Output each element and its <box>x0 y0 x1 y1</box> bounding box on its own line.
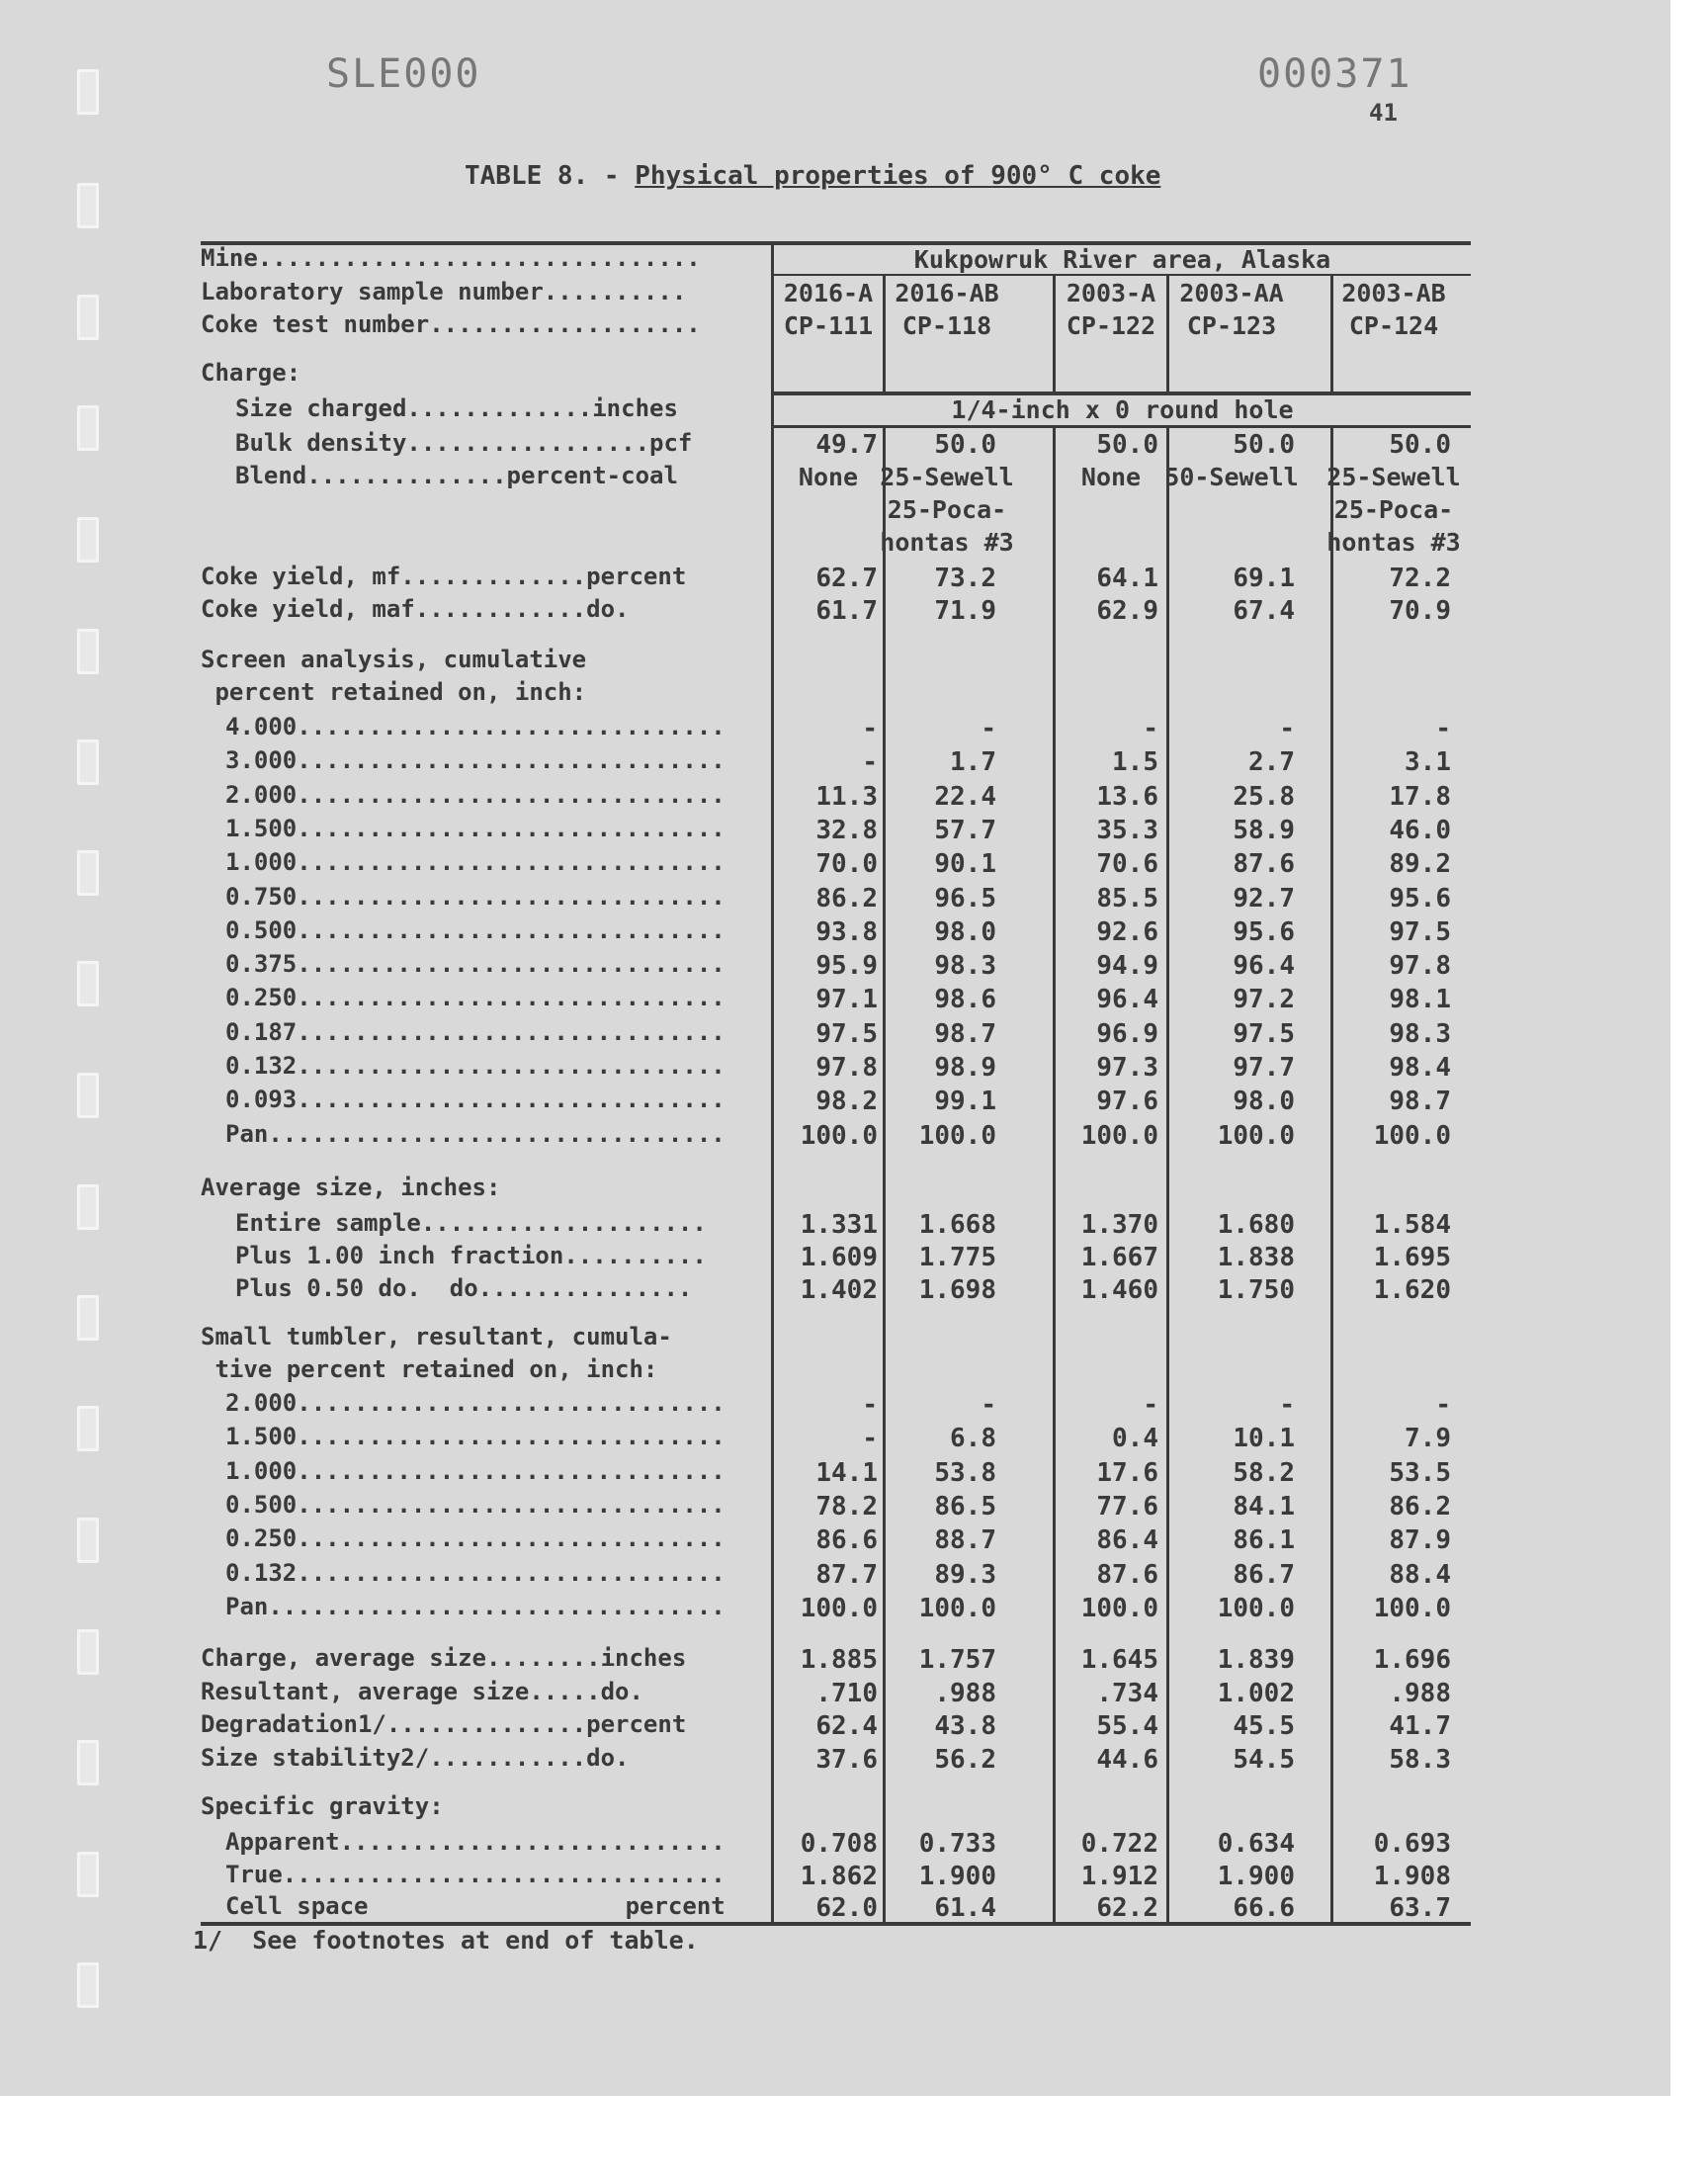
row-label: 0.250.............................. <box>225 1524 726 1553</box>
cell-value: 7.9 <box>1405 1424 1451 1454</box>
mine-value: Kukpowruk River area, Alaska <box>913 245 1331 274</box>
cell-value: 70.9 <box>1389 596 1451 626</box>
cell-value: 49.7 <box>815 430 878 460</box>
cell-value: 98.3 <box>934 951 996 982</box>
row-label: Coke yield, mf.............percent <box>201 563 687 590</box>
cell-value: 97.5 <box>1389 916 1451 947</box>
cell-value: 73.2 <box>934 564 996 593</box>
cell-value: 61.4 <box>934 1893 996 1923</box>
cell-value: 62.7 <box>815 564 878 593</box>
row-label: Plus 0.50 do. do............... <box>235 1274 693 1302</box>
cell-value: .988 <box>934 1678 996 1708</box>
cell-value: 11.3 <box>815 781 878 812</box>
row-label: 0.187.............................. <box>225 1017 726 1046</box>
blend-value: 25-Poca- <box>887 495 1007 524</box>
cell-value: 1.885 <box>800 1645 878 1675</box>
cell-value: 97.7 <box>1233 1053 1295 1083</box>
cell-value: 53.5 <box>1389 1457 1451 1488</box>
row-label: 0.132.............................. <box>225 1052 726 1080</box>
row-label: percent retained on, inch: <box>201 678 587 706</box>
cell-value: 58.2 <box>1233 1457 1295 1488</box>
punch-hole <box>77 1962 99 2008</box>
cell-value: 87.6 <box>1096 1559 1158 1590</box>
cell-value: 100.0 <box>1373 1120 1451 1151</box>
cell-value: 92.6 <box>1096 916 1158 947</box>
sample-number: 2016-AB <box>895 279 999 307</box>
blend-value: None <box>1080 463 1142 491</box>
row-label: 1.500.............................. <box>225 1423 726 1451</box>
row-label: Coke test number................... <box>201 310 701 338</box>
row-label: Pan................................ <box>225 1119 726 1148</box>
punch-hole <box>77 1295 99 1341</box>
row-label: 0.750.............................. <box>225 882 726 911</box>
cell-value: 86.2 <box>815 883 878 914</box>
row-label: Small tumbler, resultant, cumula- <box>201 1323 672 1350</box>
punch-hole <box>77 629 99 674</box>
cell-value: 95.6 <box>1389 883 1451 914</box>
cell-value: 50.0 <box>1096 430 1158 460</box>
cell-value: 45.5 <box>1233 1711 1295 1741</box>
cell-value: 1.775 <box>918 1243 996 1272</box>
test-number: CP-111 <box>783 311 874 340</box>
row-label: 0.500.............................. <box>225 915 726 944</box>
punch-hole <box>77 1852 99 1897</box>
row-label: 0.132.............................. <box>225 1558 726 1587</box>
blend-value: 25-Sewell <box>880 463 1014 491</box>
cell-value: 1.908 <box>1373 1861 1451 1891</box>
cell-value: 86.1 <box>1233 1525 1295 1556</box>
row-label: 4.000.............................. <box>225 713 726 740</box>
cell-value: 63.7 <box>1389 1893 1451 1923</box>
cell-value: 61.7 <box>815 596 878 626</box>
sample-number: 2016-A <box>783 279 874 307</box>
cell-value: 44.6 <box>1096 1744 1158 1775</box>
row-label: 1.000.............................. <box>225 1456 726 1485</box>
cell-value: 0.708 <box>800 1829 878 1859</box>
row-label: Resultant, average size.....do. <box>201 1677 643 1705</box>
cell-value: .988 <box>1389 1678 1451 1708</box>
cell-value: 72.2 <box>1389 564 1451 593</box>
cell-value: 98.4 <box>1389 1053 1451 1083</box>
row-label: Size stability2/...........do. <box>201 1743 630 1772</box>
cell-value: 84.1 <box>1233 1491 1295 1522</box>
cell-value: 0.693 <box>1373 1829 1451 1859</box>
cell-value: 98.2 <box>815 1087 878 1117</box>
cell-value: 41.7 <box>1389 1711 1451 1741</box>
cell-value: 86.7 <box>1233 1559 1295 1590</box>
cell-value: 1.695 <box>1373 1243 1451 1272</box>
cell-value: 95.9 <box>815 951 878 982</box>
row-label: 2.000.............................. <box>225 780 726 809</box>
cell-value: 100.0 <box>918 1593 996 1623</box>
cell-value: 88.4 <box>1389 1559 1451 1590</box>
punch-hole <box>77 1073 99 1118</box>
cell-value: 1.912 <box>1080 1861 1158 1891</box>
cell-value: 0.4 <box>1112 1424 1158 1454</box>
stamp-number: 000371 <box>1257 51 1412 97</box>
row-label: Size charged.............inches <box>235 394 678 422</box>
punch-hole <box>77 405 99 451</box>
punch-hole <box>77 740 99 785</box>
cell-value: 90.1 <box>934 849 996 880</box>
cell-value: 17.6 <box>1096 1457 1158 1488</box>
cell-value: 56.2 <box>934 1744 996 1775</box>
cell-value: 1.750 <box>1217 1275 1295 1305</box>
row-label: tive percent retained on, inch: <box>201 1355 658 1383</box>
cell-value: 1.002 <box>1217 1678 1295 1708</box>
row-label: Plus 1.00 inch fraction.......... <box>235 1242 707 1269</box>
cell-value: 100.0 <box>1217 1593 1295 1623</box>
cell-value: 97.3 <box>1096 1053 1158 1083</box>
cell-value: 70.0 <box>815 849 878 880</box>
cell-value: 54.5 <box>1233 1744 1295 1775</box>
cell-value: 32.8 <box>815 815 878 845</box>
cell-value: 98.7 <box>1389 1087 1451 1117</box>
cell-value: 50.0 <box>1233 430 1295 460</box>
cell-value: 50.0 <box>934 430 996 460</box>
cell-value: 0.733 <box>918 1829 996 1859</box>
cell-value: 6.8 <box>950 1424 996 1454</box>
punch-hole <box>77 961 99 1006</box>
cell-value: 96.4 <box>1096 985 1158 1015</box>
table-title-prefix: TABLE 8. - <box>465 161 636 191</box>
cell-value: 1.402 <box>800 1275 878 1305</box>
cell-value: 14.1 <box>815 1457 878 1488</box>
row-label: Coke yield, maf............do. <box>201 595 630 623</box>
sample-number: 2003-AA <box>1179 279 1284 307</box>
blend-value: hontas #3 <box>1326 528 1461 557</box>
cell-value: .734 <box>1096 1678 1158 1708</box>
table-title <box>465 161 1160 191</box>
cell-value: 87.9 <box>1389 1525 1451 1556</box>
test-number: CP-118 <box>901 311 992 340</box>
cell-value: 69.1 <box>1233 564 1295 593</box>
cell-value: 64.1 <box>1096 564 1158 593</box>
cell-value: 3.1 <box>1405 747 1451 778</box>
cell-value: 66.6 <box>1233 1893 1295 1923</box>
cell-value: 95.6 <box>1233 916 1295 947</box>
cell-value: 1.839 <box>1217 1645 1295 1675</box>
cell-value: 78.2 <box>815 1491 878 1522</box>
row-label: Degradation1/..............percent <box>201 1710 687 1738</box>
cell-value: 100.0 <box>918 1120 996 1151</box>
cell-value: 0.634 <box>1217 1829 1295 1859</box>
cell-value: 1.698 <box>918 1275 996 1305</box>
cell-value: 13.6 <box>1096 781 1158 812</box>
table-footnote: 1/ See footnotes at end of table. <box>193 1926 699 1955</box>
cell-value: - <box>1435 714 1451 743</box>
cell-value: 1.5 <box>1112 747 1158 778</box>
cell-value: 99.1 <box>934 1087 996 1117</box>
row-label: Cell space percent <box>225 1892 726 1920</box>
cell-value: 100.0 <box>1080 1593 1158 1623</box>
cell-value: 1.838 <box>1217 1243 1295 1272</box>
cell-value: 98.0 <box>1233 1087 1295 1117</box>
punch-hole <box>77 295 99 340</box>
cell-value: 35.3 <box>1096 815 1158 845</box>
cell-value: - <box>1279 1390 1295 1420</box>
cell-value: 62.9 <box>1096 596 1158 626</box>
row-label: Charge: <box>201 359 301 387</box>
punch-hole <box>77 1184 99 1230</box>
cell-value: 46.0 <box>1389 815 1451 845</box>
cell-value: 96.9 <box>1096 1018 1158 1049</box>
cell-value: 1.609 <box>800 1243 878 1272</box>
cell-value: 98.0 <box>934 916 996 947</box>
test-number: CP-124 <box>1348 311 1439 340</box>
cell-value: 89.2 <box>1389 849 1451 880</box>
cell-value: 97.6 <box>1096 1087 1158 1117</box>
punch-hole <box>77 517 99 563</box>
cell-value: 97.8 <box>815 1053 878 1083</box>
punch-hole <box>77 183 99 228</box>
cell-value: 50.0 <box>1389 430 1451 460</box>
cell-value: 1.757 <box>918 1645 996 1675</box>
cell-value: 71.9 <box>934 596 996 626</box>
cell-value: 97.5 <box>1233 1018 1295 1049</box>
cell-value: 2.7 <box>1248 747 1295 778</box>
cell-value: 96.4 <box>1233 951 1295 982</box>
cell-value: 67.4 <box>1233 596 1295 626</box>
punch-hole <box>77 850 99 896</box>
cell-value: 86.6 <box>815 1525 878 1556</box>
row-label: 0.500.............................. <box>225 1490 726 1519</box>
cell-value: 62.4 <box>815 1711 878 1741</box>
cell-value: 1.668 <box>918 1210 996 1240</box>
blend-value: hontas #3 <box>880 528 1014 557</box>
cell-value: 87.7 <box>815 1559 878 1590</box>
cell-value: 98.7 <box>934 1018 996 1049</box>
cell-value: 37.6 <box>815 1744 878 1775</box>
cell-value: - <box>1143 1390 1158 1420</box>
cell-value: 97.8 <box>1389 951 1451 982</box>
row-label: 1.500.............................. <box>225 814 726 842</box>
row-label: 2.000.............................. <box>225 1389 726 1417</box>
cell-value: - <box>981 1390 996 1420</box>
cell-value: 62.0 <box>815 1893 878 1923</box>
size-charged-value: 1/4-inch x 0 round hole <box>951 395 1294 424</box>
row-label: Pan................................ <box>225 1592 726 1620</box>
cell-value: 22.4 <box>934 781 996 812</box>
test-number: CP-123 <box>1186 311 1277 340</box>
cell-value: 62.2 <box>1096 1893 1158 1923</box>
cell-value: 1.862 <box>800 1861 878 1891</box>
blend-value: 25-Sewell <box>1326 463 1461 491</box>
cell-value: 97.1 <box>815 985 878 1015</box>
punch-hole <box>77 1518 99 1563</box>
sample-number: 2003-AB <box>1341 279 1446 307</box>
row-label: 0.250.............................. <box>225 984 726 1012</box>
row-label: Apparent........................... <box>225 1828 726 1856</box>
cell-value: 1.680 <box>1217 1210 1295 1240</box>
cell-value: - <box>1279 714 1295 743</box>
cell-value: 17.8 <box>1389 781 1451 812</box>
cell-value: 1.331 <box>800 1210 878 1240</box>
row-label: Entire sample.................... <box>235 1209 707 1237</box>
cell-value: 92.7 <box>1233 883 1295 914</box>
row-label: 1.000.............................. <box>225 848 726 877</box>
cell-value: 98.1 <box>1389 985 1451 1015</box>
cell-value: 57.7 <box>934 815 996 845</box>
cell-value: .710 <box>815 1678 878 1708</box>
cell-value: - <box>981 714 996 743</box>
cell-value: 85.5 <box>1096 883 1158 914</box>
cell-value: 25.8 <box>1233 781 1295 812</box>
cell-value: 1.460 <box>1080 1275 1158 1305</box>
cell-value: 86.5 <box>934 1491 996 1522</box>
row-label: Laboratory sample number.......... <box>201 278 687 305</box>
punch-hole <box>77 69 99 115</box>
cell-value: 53.8 <box>934 1457 996 1488</box>
cell-value: 87.6 <box>1233 849 1295 880</box>
cell-value: 88.7 <box>934 1525 996 1556</box>
blend-value: None <box>798 463 859 491</box>
cell-value: 98.3 <box>1389 1018 1451 1049</box>
cell-value: - <box>862 1424 878 1454</box>
row-label: Specific gravity: <box>201 1792 444 1820</box>
cell-value: - <box>862 714 878 743</box>
row-label: Blend..............percent-coal <box>235 462 678 489</box>
cell-value: 100.0 <box>800 1120 878 1151</box>
cell-value: 58.9 <box>1233 815 1295 845</box>
cell-value: 1.900 <box>1217 1861 1295 1891</box>
blend-value: 50-Sewell <box>1164 463 1299 491</box>
cell-value: 77.6 <box>1096 1491 1158 1522</box>
cell-value: 100.0 <box>1373 1593 1451 1623</box>
test-number: CP-122 <box>1066 311 1156 340</box>
row-label: 3.000.............................. <box>225 746 726 775</box>
row-label: Bulk density.................pcf <box>235 429 693 457</box>
cell-value: 100.0 <box>1080 1120 1158 1151</box>
table-title-text: Physical properties of 900° C coke <box>635 161 1161 191</box>
cell-value: 96.5 <box>934 883 996 914</box>
cell-value: 1.370 <box>1080 1210 1158 1240</box>
cell-value: 86.4 <box>1096 1525 1158 1556</box>
cell-value: - <box>1435 1390 1451 1420</box>
cell-value: 86.2 <box>1389 1491 1451 1522</box>
cell-value: 1.620 <box>1373 1275 1451 1305</box>
cell-value: 97.2 <box>1233 985 1295 1015</box>
punch-hole <box>77 1629 99 1675</box>
row-label: 0.093.............................. <box>225 1086 726 1114</box>
punch-hole <box>77 1406 99 1451</box>
cell-value: 1.584 <box>1373 1210 1451 1240</box>
punch-hole <box>77 1740 99 1785</box>
cell-value: - <box>862 1390 878 1420</box>
cell-value: 58.3 <box>1389 1744 1451 1775</box>
cell-value: 98.9 <box>934 1053 996 1083</box>
blend-value: 25-Poca- <box>1333 495 1454 524</box>
cell-value: 1.667 <box>1080 1243 1158 1272</box>
row-label: Mine............................... <box>201 244 701 272</box>
cell-value: 1.645 <box>1080 1645 1158 1675</box>
size-charged-bottom-rule <box>771 425 1471 428</box>
cell-value: 98.6 <box>934 985 996 1015</box>
cell-value: 0.722 <box>1080 1829 1158 1859</box>
row-label: Average size, inches: <box>201 1174 501 1201</box>
cell-value: 43.8 <box>934 1711 996 1741</box>
cell-value: - <box>862 747 878 778</box>
cell-value: 97.5 <box>815 1018 878 1049</box>
cell-value: 1.7 <box>950 747 996 778</box>
cell-value: 70.6 <box>1096 849 1158 880</box>
sample-number: 2003-A <box>1066 279 1156 307</box>
stamp-number-mirrored: SLE000 <box>326 51 481 97</box>
cell-value: 10.1 <box>1233 1424 1295 1454</box>
cell-value: - <box>1143 714 1158 743</box>
row-label: Charge, average size........inches <box>201 1644 687 1672</box>
cell-value: 89.3 <box>934 1559 996 1590</box>
cell-value: 100.0 <box>800 1593 878 1623</box>
cell-value: 93.8 <box>815 916 878 947</box>
cell-value: 1.696 <box>1373 1645 1451 1675</box>
cell-value: 1.900 <box>918 1861 996 1891</box>
row-label: 0.375.............................. <box>225 950 726 979</box>
cell-value: 100.0 <box>1217 1120 1295 1151</box>
cell-value: 94.9 <box>1096 951 1158 982</box>
cell-value: 55.4 <box>1096 1711 1158 1741</box>
row-label: Screen analysis, cumulative <box>201 646 587 673</box>
row-label: True............................... <box>225 1860 726 1888</box>
page-number: 41 <box>1369 99 1398 127</box>
